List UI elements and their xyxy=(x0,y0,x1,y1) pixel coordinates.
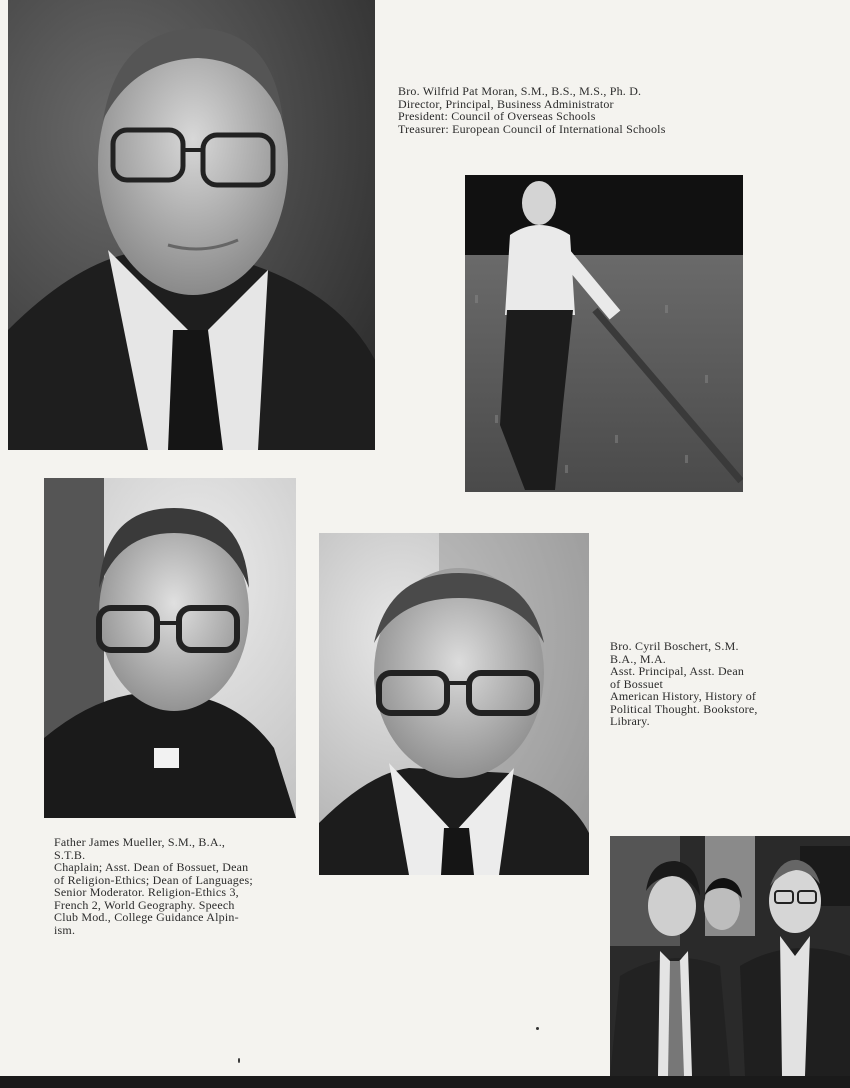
caption-boschert-line: B.A., M.A. xyxy=(610,651,667,666)
caption-boschert-line: American History, History of xyxy=(610,689,757,703)
group-photo xyxy=(610,836,850,1076)
caption-moran-name: Bro. Wilfrid Pat Moran, S.M., B.S., M.S., Ph. D. xyxy=(398,84,642,98)
caption-mueller-line: Club Mod., College Guidance Alpin- xyxy=(54,910,239,924)
caption-boschert-line: Political Thought. Bookstore, xyxy=(610,701,758,716)
caption-mueller-line: S.T.B. xyxy=(54,847,86,862)
field-photo xyxy=(465,175,743,492)
caption-moran-line: Treasurer: European Council of International Schools xyxy=(398,121,666,136)
portrait-mueller-photo xyxy=(44,478,296,818)
caption-boschert-line: of Bossuet xyxy=(610,676,663,691)
caption-mueller-line: ism. xyxy=(54,922,76,937)
caption-mueller-line: French 2, World Geography. Speech xyxy=(54,897,235,912)
caption-moran-line: President: Council of Overseas Schools xyxy=(398,109,596,123)
caption-boschert-name: Bro. Cyril Boschert, S.M. xyxy=(610,639,739,653)
page-speck xyxy=(238,1058,240,1063)
caption-boschert-line: Library. xyxy=(610,714,650,728)
caption-mueller-line: Senior Moderator. Religion-Ethics 3, xyxy=(54,885,239,899)
page-speck xyxy=(536,1027,539,1030)
caption-mueller-name: Father James Mueller, S.M., B.A., xyxy=(54,835,226,849)
caption-moran xyxy=(398,85,666,135)
caption-moran-line: Director, Principal, Business Administrator xyxy=(398,96,614,111)
caption-mueller-line: of Religion-Ethics; Dean of Languages; xyxy=(54,872,253,887)
portrait-boschert-photo xyxy=(319,533,589,875)
portrait-moran-photo xyxy=(8,0,375,450)
page-bottom-edge xyxy=(0,1076,850,1088)
caption-boschert-line: Asst. Principal, Asst. Dean xyxy=(610,664,745,678)
caption-mueller-line: Chaplain; Asst. Dean of Bossuet, Dean xyxy=(54,860,249,874)
caption-boschert xyxy=(610,640,758,728)
caption-mueller xyxy=(54,836,253,936)
